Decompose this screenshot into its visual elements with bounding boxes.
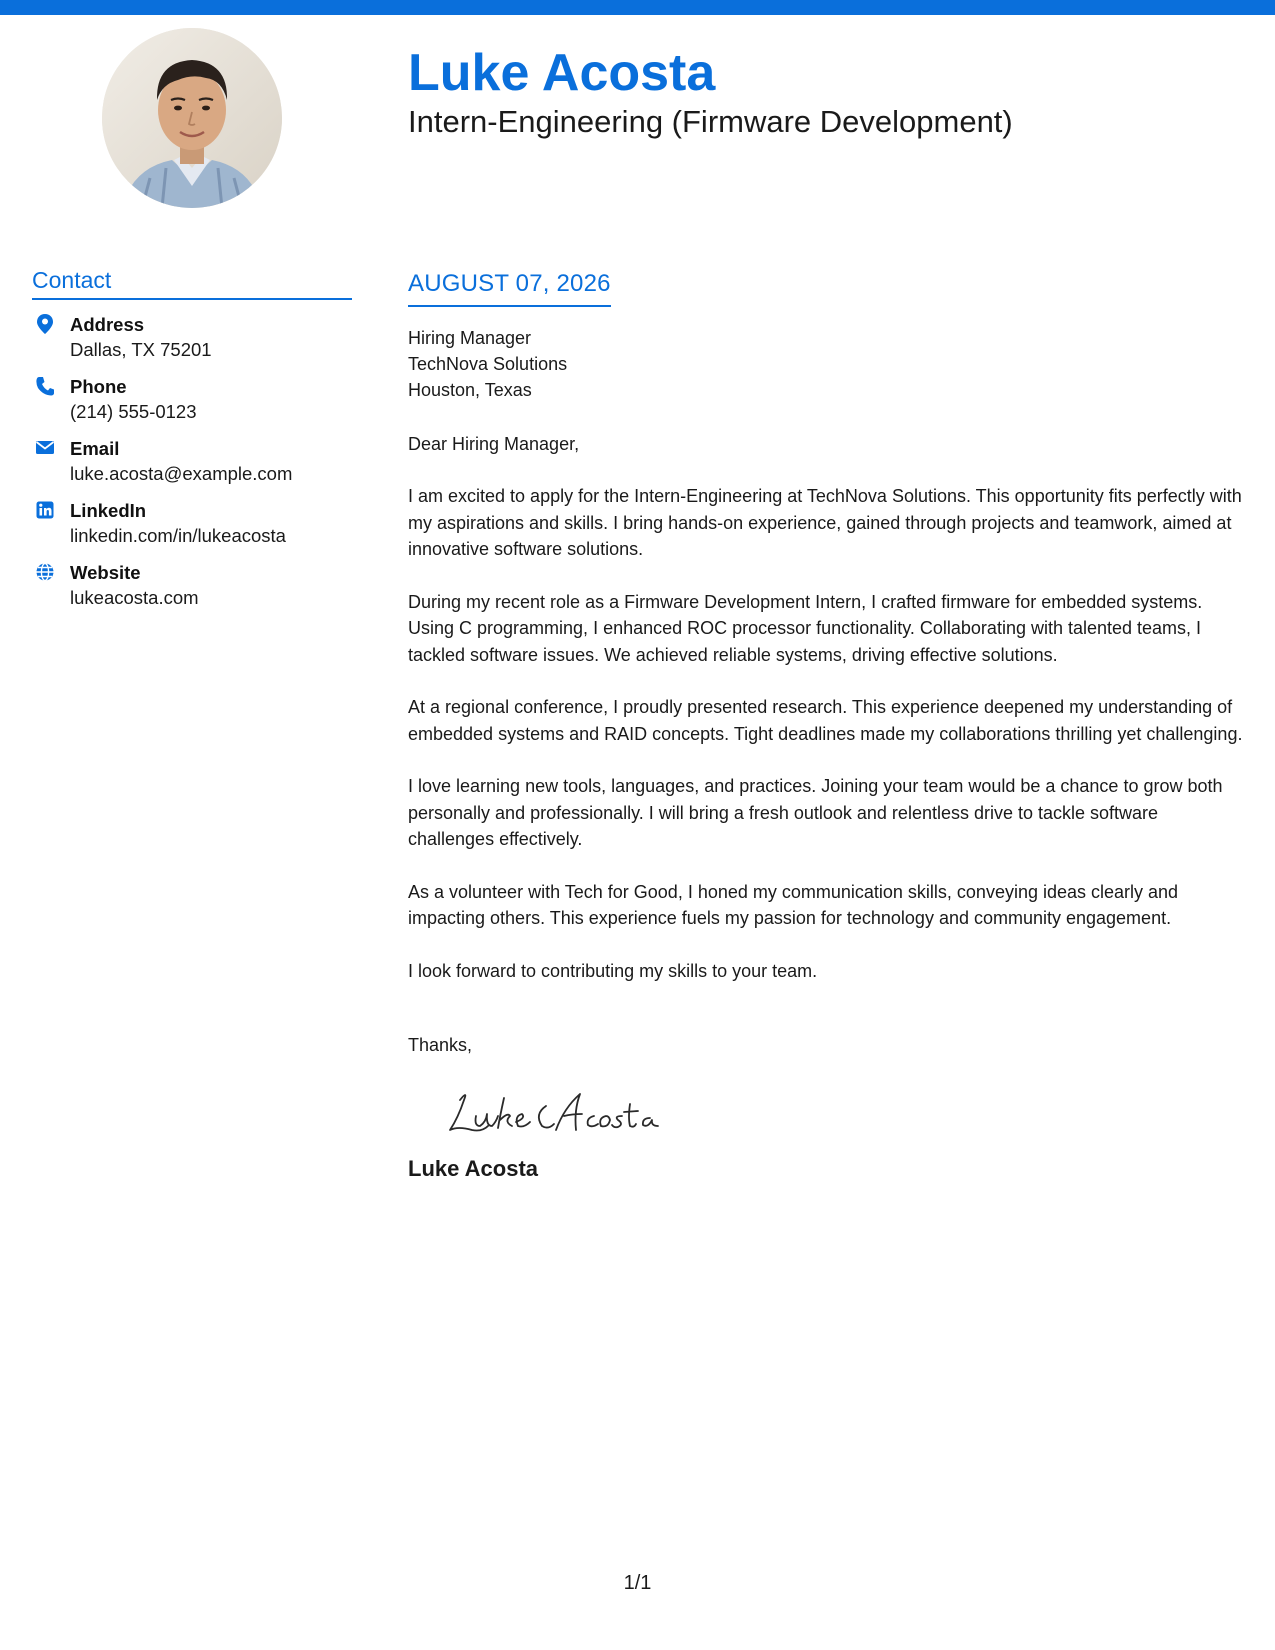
contact-item-phone (32, 374, 352, 424)
paragraph: During my recent role as a Firmware Development Intern, I crafted firmware for embedded systems. Using C programming, I enhanced ROC processor functionality. Collaborating with talented teams, I tackled software issues. We achieved reliable systems, driving effective solutions. (408, 591, 1203, 665)
envelope-icon (35, 437, 55, 459)
contact-item-website (32, 560, 352, 610)
job-title: Intern-Engineering (Firmware Development) (408, 104, 1013, 139)
paragraph: I love learning new tools, languages, and practices. Joining your team would be a chance to grow both personally and professionally. I will bring a fresh outlook and relentless drive to tackle software challenges effectively. (408, 776, 1223, 849)
letter-body (408, 268, 1248, 1184)
recipient-block (408, 325, 1248, 403)
candidate-name: Luke Acosta (408, 44, 716, 102)
globe-icon (35, 561, 55, 583)
phone-icon (35, 375, 55, 397)
page-number: 1/1 (623, 1572, 652, 1594)
phone-value: (214) 555-0123 (70, 401, 197, 422)
letter-date: AUGUST 07, 2026 (408, 268, 611, 307)
closing: Thanks, (408, 1035, 473, 1055)
recipient-company: TechNova Solutions (408, 354, 568, 374)
recipient-name: Hiring Manager (408, 328, 532, 348)
contact-item-email (32, 436, 352, 486)
contact-label: Email (70, 438, 120, 459)
paragraph: I look forward to contributing my skills to your team. (408, 960, 818, 981)
paragraph: I am excited to apply for the Intern-Engineering at TechNova Solutions. This opportunity fits perfectly with my aspirations and skills. I bring hands-on experience, gained through projects and teamwork, aimed at innovative software solutions. (408, 486, 1242, 559)
website-value[interactable]: lukeacosta.com (70, 587, 199, 608)
top-accent-bar (0, 0, 1275, 15)
profile-photo (102, 28, 282, 208)
contact-item-linkedin (32, 498, 352, 548)
linkedin-value[interactable]: linkedin.com/in/lukeacosta (70, 525, 286, 546)
handwritten-signature (438, 1078, 1248, 1148)
contact-label: LinkedIn (70, 500, 147, 521)
contact-list (32, 312, 352, 610)
contact-label: Website (70, 562, 141, 583)
contact-item-address (32, 312, 352, 362)
contact-label: Address (70, 314, 145, 335)
paragraph: At a regional conference, I proudly presented research. This experience deepened my understanding of embedded systems and RAID concepts. Tight deadlines made my collaborations thrilling yet challenging. (408, 697, 1243, 744)
contact-label: Phone (70, 376, 127, 397)
address-value: Dallas, TX 75201 (70, 339, 212, 360)
paragraph: As a volunteer with Tech for Good, I honed my communication skills, conveying ideas clearly and impacting others. This experience fuels my passion for technology and community engagement. (408, 881, 1179, 928)
location-pin-icon (35, 313, 55, 335)
salutation: Dear Hiring Manager, (408, 434, 580, 454)
contact-heading: Contact (32, 265, 352, 300)
email-value[interactable]: luke.acosta@example.com (70, 463, 293, 484)
contact-sidebar (32, 265, 352, 622)
linkedin-icon (35, 499, 55, 521)
recipient-location: Houston, Texas (408, 380, 532, 400)
signer-name: Luke Acosta (408, 1156, 539, 1181)
